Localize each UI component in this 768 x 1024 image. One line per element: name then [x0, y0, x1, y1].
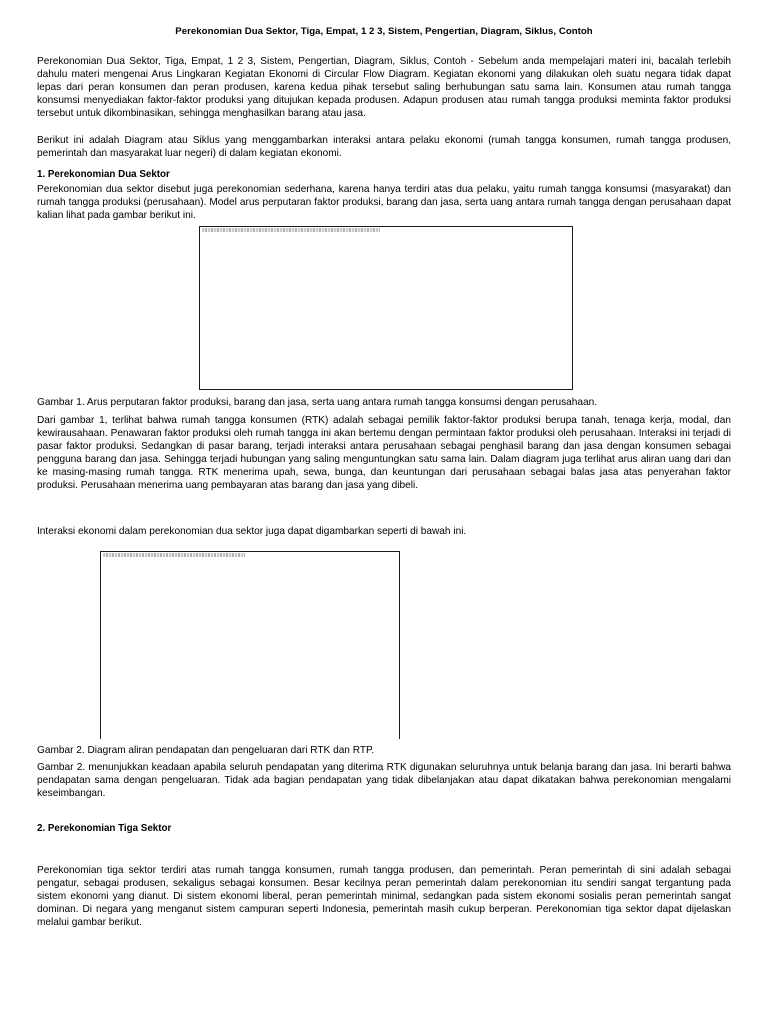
figure-1-caption: Gambar 1. Arus perputaran faktor produksi, barang dan jasa, serta uang antara rumah tangga konsumsi dengan perusahaan.	[37, 397, 597, 408]
figure-2-image-placeholder	[100, 551, 400, 739]
section-1-heading: 1. Perekonomian Dua Sektor	[37, 169, 170, 180]
figure-2-description: Gambar 2. menunjukkan keadaan apabila seluruh pendapatan yang diterima RTK digunakan seluruhnya untuk belanja barang dan jasa. Ini berarti bahwa pendapatan sama dengan pengeluaran. Tidak ada bagian pendapatan yang tidak dibelanjakan atau dapat dikatakan bahwa perekonomian mengalami keseimbangan.	[37, 762, 731, 800]
intro-paragraph-2: Berikut ini adalah Diagram atau Siklus yang menggambarkan interaksi antara pelaku ekonomi (rumah tangga konsumen, rumah tangga produsen, pemerintah dan masyarakat luar negeri) di dalam kegiatan ekonomi.	[37, 135, 731, 160]
section-1-paragraph-block	[37, 183, 731, 222]
figure-1-description: Dari gambar 1, terlihat bahwa rumah tangga konsumen (RTK) adalah sebagai pemilik faktor-faktor produksi berupa tanah, tenaga kerja, modal, dan kewirausahaan. Penawaran faktor produksi oleh rumah tangga ini akan bertemu dengan permintaan faktor produksi oleh perusahaan. Interaksi ini terjadi di pasar faktor produksi. Sedangkan di pasar barang, terjadi interaksi antara perusahaan sebagai penghasil barang dan jasa dengan konsumen sebagai pengguna barang dan jasa. Sehingga terjadi hubungan yang saling menguntungkan satu sama lain. Dalam diagram juga terlihat arus aliran uang dari dan ke masing-masing rumah tangga. RTK menerima upah, sewa, bunga, dan keuntungan dari perusahaan sebagai balas jasa atas penyerahan faktor produksi. Perusahaan menerima uang pembayaran atas barang dan jasa yang dibeli.	[37, 415, 731, 492]
interaksi-line-block	[37, 525, 731, 538]
figure-1-description-block	[37, 414, 731, 493]
section-2-paragraph-block	[37, 864, 731, 929]
broken-image-alt-text-artifact	[103, 553, 245, 557]
intro-paragraph-2-block	[37, 134, 731, 160]
section-2-heading: 2. Perekonomian Tiga Sektor	[37, 823, 172, 834]
broken-image-alt-text-artifact	[202, 228, 380, 232]
page-title: Perekonomian Dua Sektor, Tiga, Empat, 1 2 3, Sistem, Pengertian, Diagram, Siklus, Contoh	[175, 26, 593, 37]
intro-paragraph: Perekonomian Dua Sektor, Tiga, Empat, 1 2 3, Sistem, Pengertian, Diagram, Siklus, Contoh - Sebelum anda mempelajari materi ini, bacalah terlebih dahulu materi mengenai Arus Lingkaran Kegiatan Ekonomi di Circular Flow Diagram. Kegiatan ekonomi yang dilakukan oleh suatu negara tidak dapat lepas dari peran konsumen dan peran produsen, karena kedua pihak tersebut saling berhubungan satu sama lain. Konsumen atau rumah tangga konsumsi menyediakan faktor-faktor produksi yang ditujukan kepada produsen. Adapun produsen atau rumah tangga produksi meminta faktor produksi tersebut untuk dikombinasikan, sehingga menghasilkan barang atau jasa.	[37, 56, 731, 120]
intro-paragraph-block	[37, 55, 731, 120]
figure-2-caption: Gambar 2. Diagram aliran pendapatan dan pengeluaran dari RTK dan RTP.	[37, 745, 375, 756]
section-2-paragraph: Perekonomian tiga sektor terdiri atas rumah tangga konsumen, rumah tangga produsen, dan pemerintah. Peran pemerintah di sini adalah sebagai pengatur, sebagai produsen, sekaligus sebagai konsumen. Besar kecilnya peran pemerintah dalam perekonomian itu sendiri sangat tergantung pada sistem ekonomi yang dianut. Di sistem ekonomi liberal, peran pemerintah minimal, sedangkan pada sistem ekonomi sosialis peran pemerintah sangat dominan. Di negara yang menganut sistem campuran seperti Indonesia, pemerintah masih cukup berperan. Perekonomian tiga sektor dapat dijelaskan melalui gambar berikut.	[37, 865, 731, 929]
section-2-heading-block	[37, 822, 731, 835]
figure-2-caption-block	[37, 744, 731, 757]
figure-1-image-placeholder	[199, 226, 573, 390]
figure-1-caption-block	[37, 396, 731, 409]
interaksi-line: Interaksi ekonomi dalam perekonomian dua sektor juga dapat digambarkan seperti di bawah ini.	[37, 526, 467, 537]
figure-2-description-block	[37, 761, 731, 800]
section-1-heading-block	[37, 168, 731, 181]
section-1-paragraph: Perekonomian dua sektor disebut juga perekonomian sederhana, karena hanya terdiri atas dua pelaku, yaitu rumah tangga konsumsi (masyarakat) dan rumah tangga produksi (perusahaan). Model arus perputaran faktor produksi, barang dan jasa, serta uang antara rumah tangga dengan perusahaan dapat kalian lihat pada gambar berikut ini.	[37, 184, 731, 222]
document-page	[37, 0, 731, 1024]
